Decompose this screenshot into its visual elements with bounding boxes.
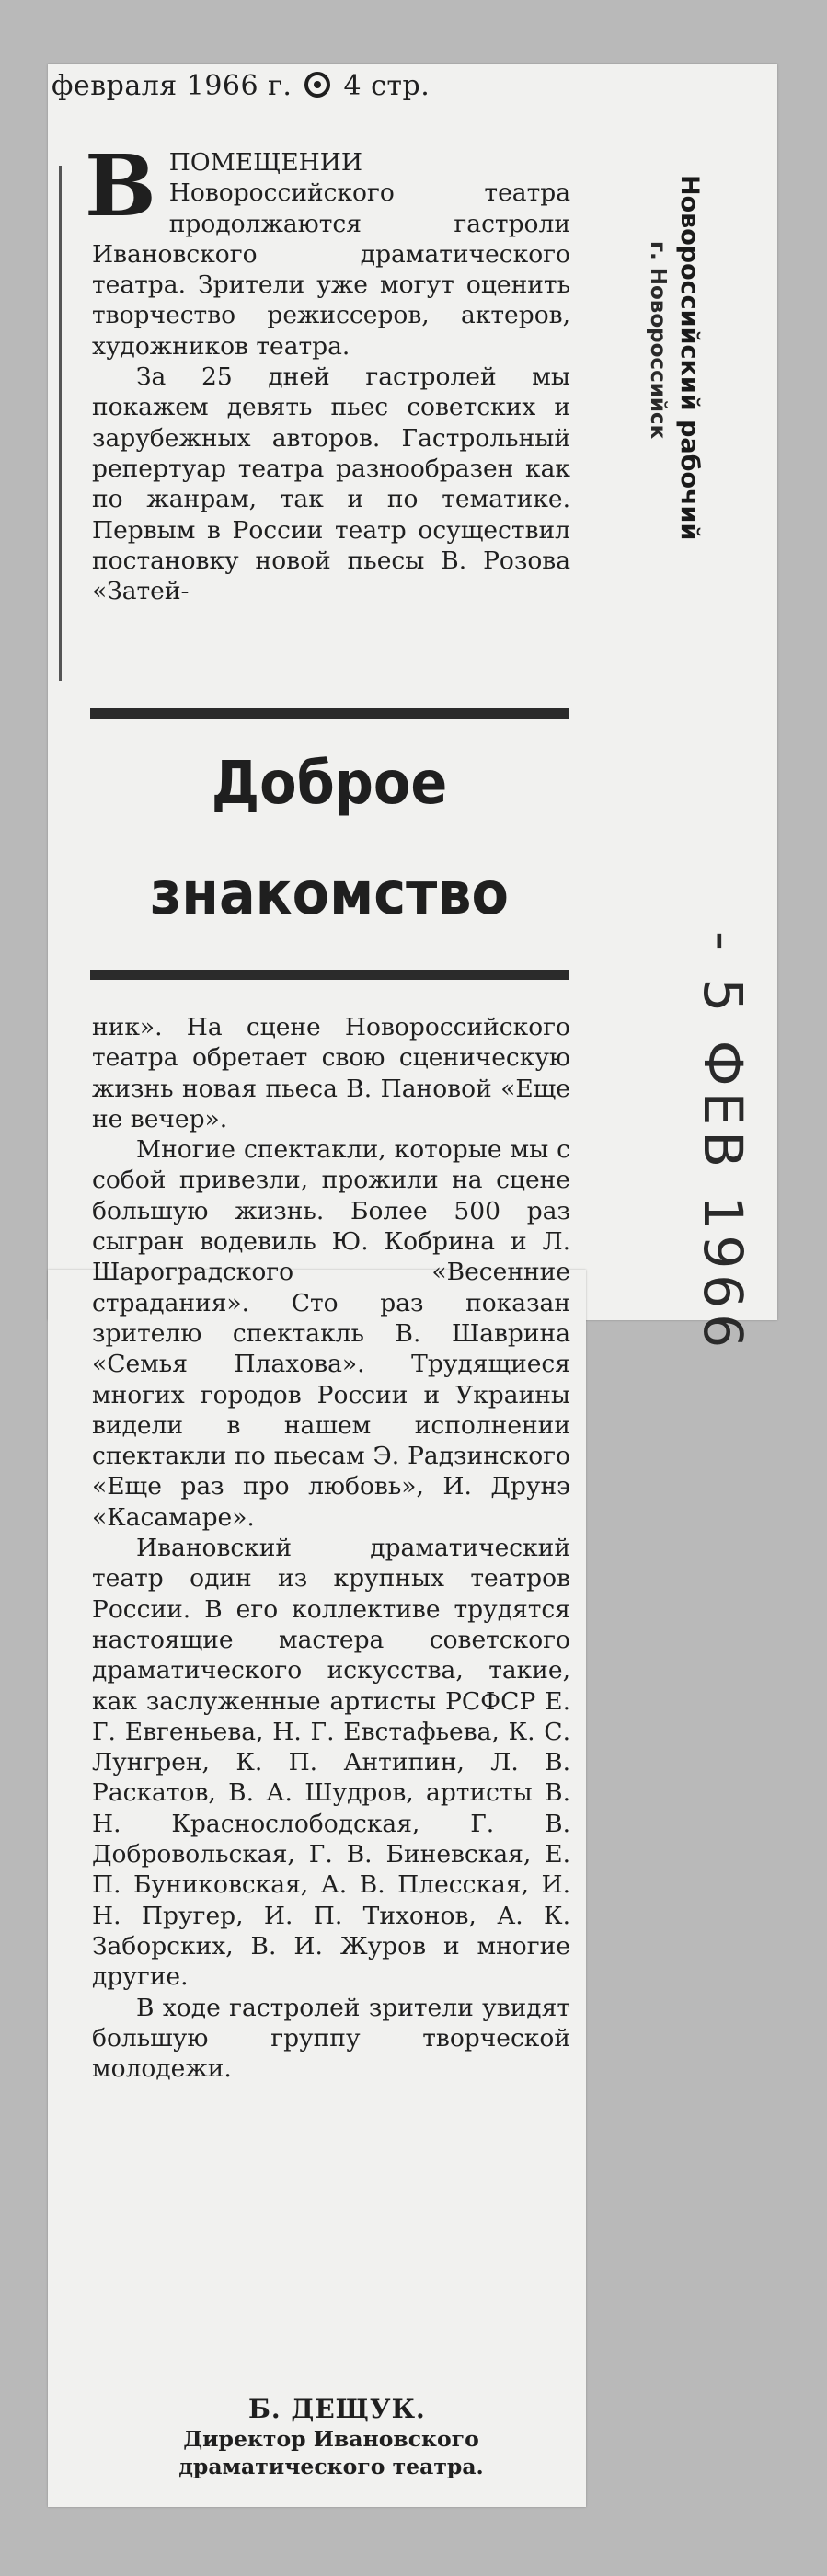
signature-title-line-1: Директор Ивановского <box>183 2426 479 2452</box>
body-paragraph-2: Многие спектакли, которые мы с собой привезли, прожили на сцене большую жизнь. Более 500 раз сыгран водевиль Ю. Кобрина и Л. Шароградского «Весенние страдания». Сто раз показан зрителю спектакль В. Шаврина «Семья Плахова». Трудящиеся многих городов России и Украины видели в нашем исполнении спектакли по пьесам Э. Радзинского «Еще раз про любовь», И. Друнэ «Касамаре». <box>92 1135 570 1532</box>
column-divider <box>59 166 62 681</box>
headline-line-2: знакомство <box>150 860 509 928</box>
bullet-icon <box>304 72 330 98</box>
intro-paragraph-1 <box>85 136 570 362</box>
headline-line-1: Доброе <box>211 750 448 818</box>
dateline <box>52 70 530 102</box>
dateline-page: 4 стр. <box>343 70 431 102</box>
city-stamp: г. Новороссийск <box>646 241 670 440</box>
intro-paragraph-1-text: ПОМЕЩЕНИИ Новороссийского театра продолжаются гастроли Ивановского драматического театра. Зрители уже могут оценить творчество режиссеров, актеров, художников театра. <box>92 148 570 361</box>
signature-block <box>92 2394 570 2480</box>
body-paragraph-1: ник». На сцене Новороссийского театра обретает свою сценическую жизнь новая пьеса В. Пановой «Еще не вечер». <box>92 1013 570 1133</box>
date-stamp: - 5 ФЕВ 1966 <box>692 931 754 1354</box>
article-intro <box>85 136 570 690</box>
headline-rule-top <box>90 708 569 719</box>
signature-title-line-2: драматического театра. <box>178 2454 484 2479</box>
headline-rule-bottom <box>90 970 569 980</box>
signature-name: Б. ДЕЩУК. <box>248 2394 426 2424</box>
dateline-date: февраля 1966 г. <box>52 70 293 102</box>
body-paragraph-4: В ходе гастролей зрители увидят большую группу творческой молодежи. <box>92 1993 570 2084</box>
body-paragraph-3: Ивановский драматический театр один из крупных театров России. В его коллективе трудятся настоящие мастера советского драматического искусства, такие, как заслуженные артисты РСФСР Е. Г. Евгеньева, Н. Г. Евстафьева, К. С. Лунгрен, К. П. Антипин, Л. В. Раскатов, В. А. Шудров, артисты В. Н. Краснослободская, Г. В. Добровольская, Г. В. Биневская, Е. П. Буниковская, А. В. Плесская, И. Н. Пругер, И. П. Тихонов, А. К. Заборских, В. И. Журов и многие другие. <box>92 1534 570 1992</box>
article-body <box>92 1012 570 2084</box>
drop-cap: В <box>85 136 156 236</box>
source-stamp: Новороссийский рабочий <box>675 175 704 541</box>
intro-paragraph-2: За 25 дней гастролей мы покажем девять пьес советских и зарубежных авторов. Гастрольный репертуар театра разнообразен как по жанрам, так и по тематике. Первым в России театр осуществил постановку новой пьесы В. Розова «Затей- <box>92 362 570 606</box>
